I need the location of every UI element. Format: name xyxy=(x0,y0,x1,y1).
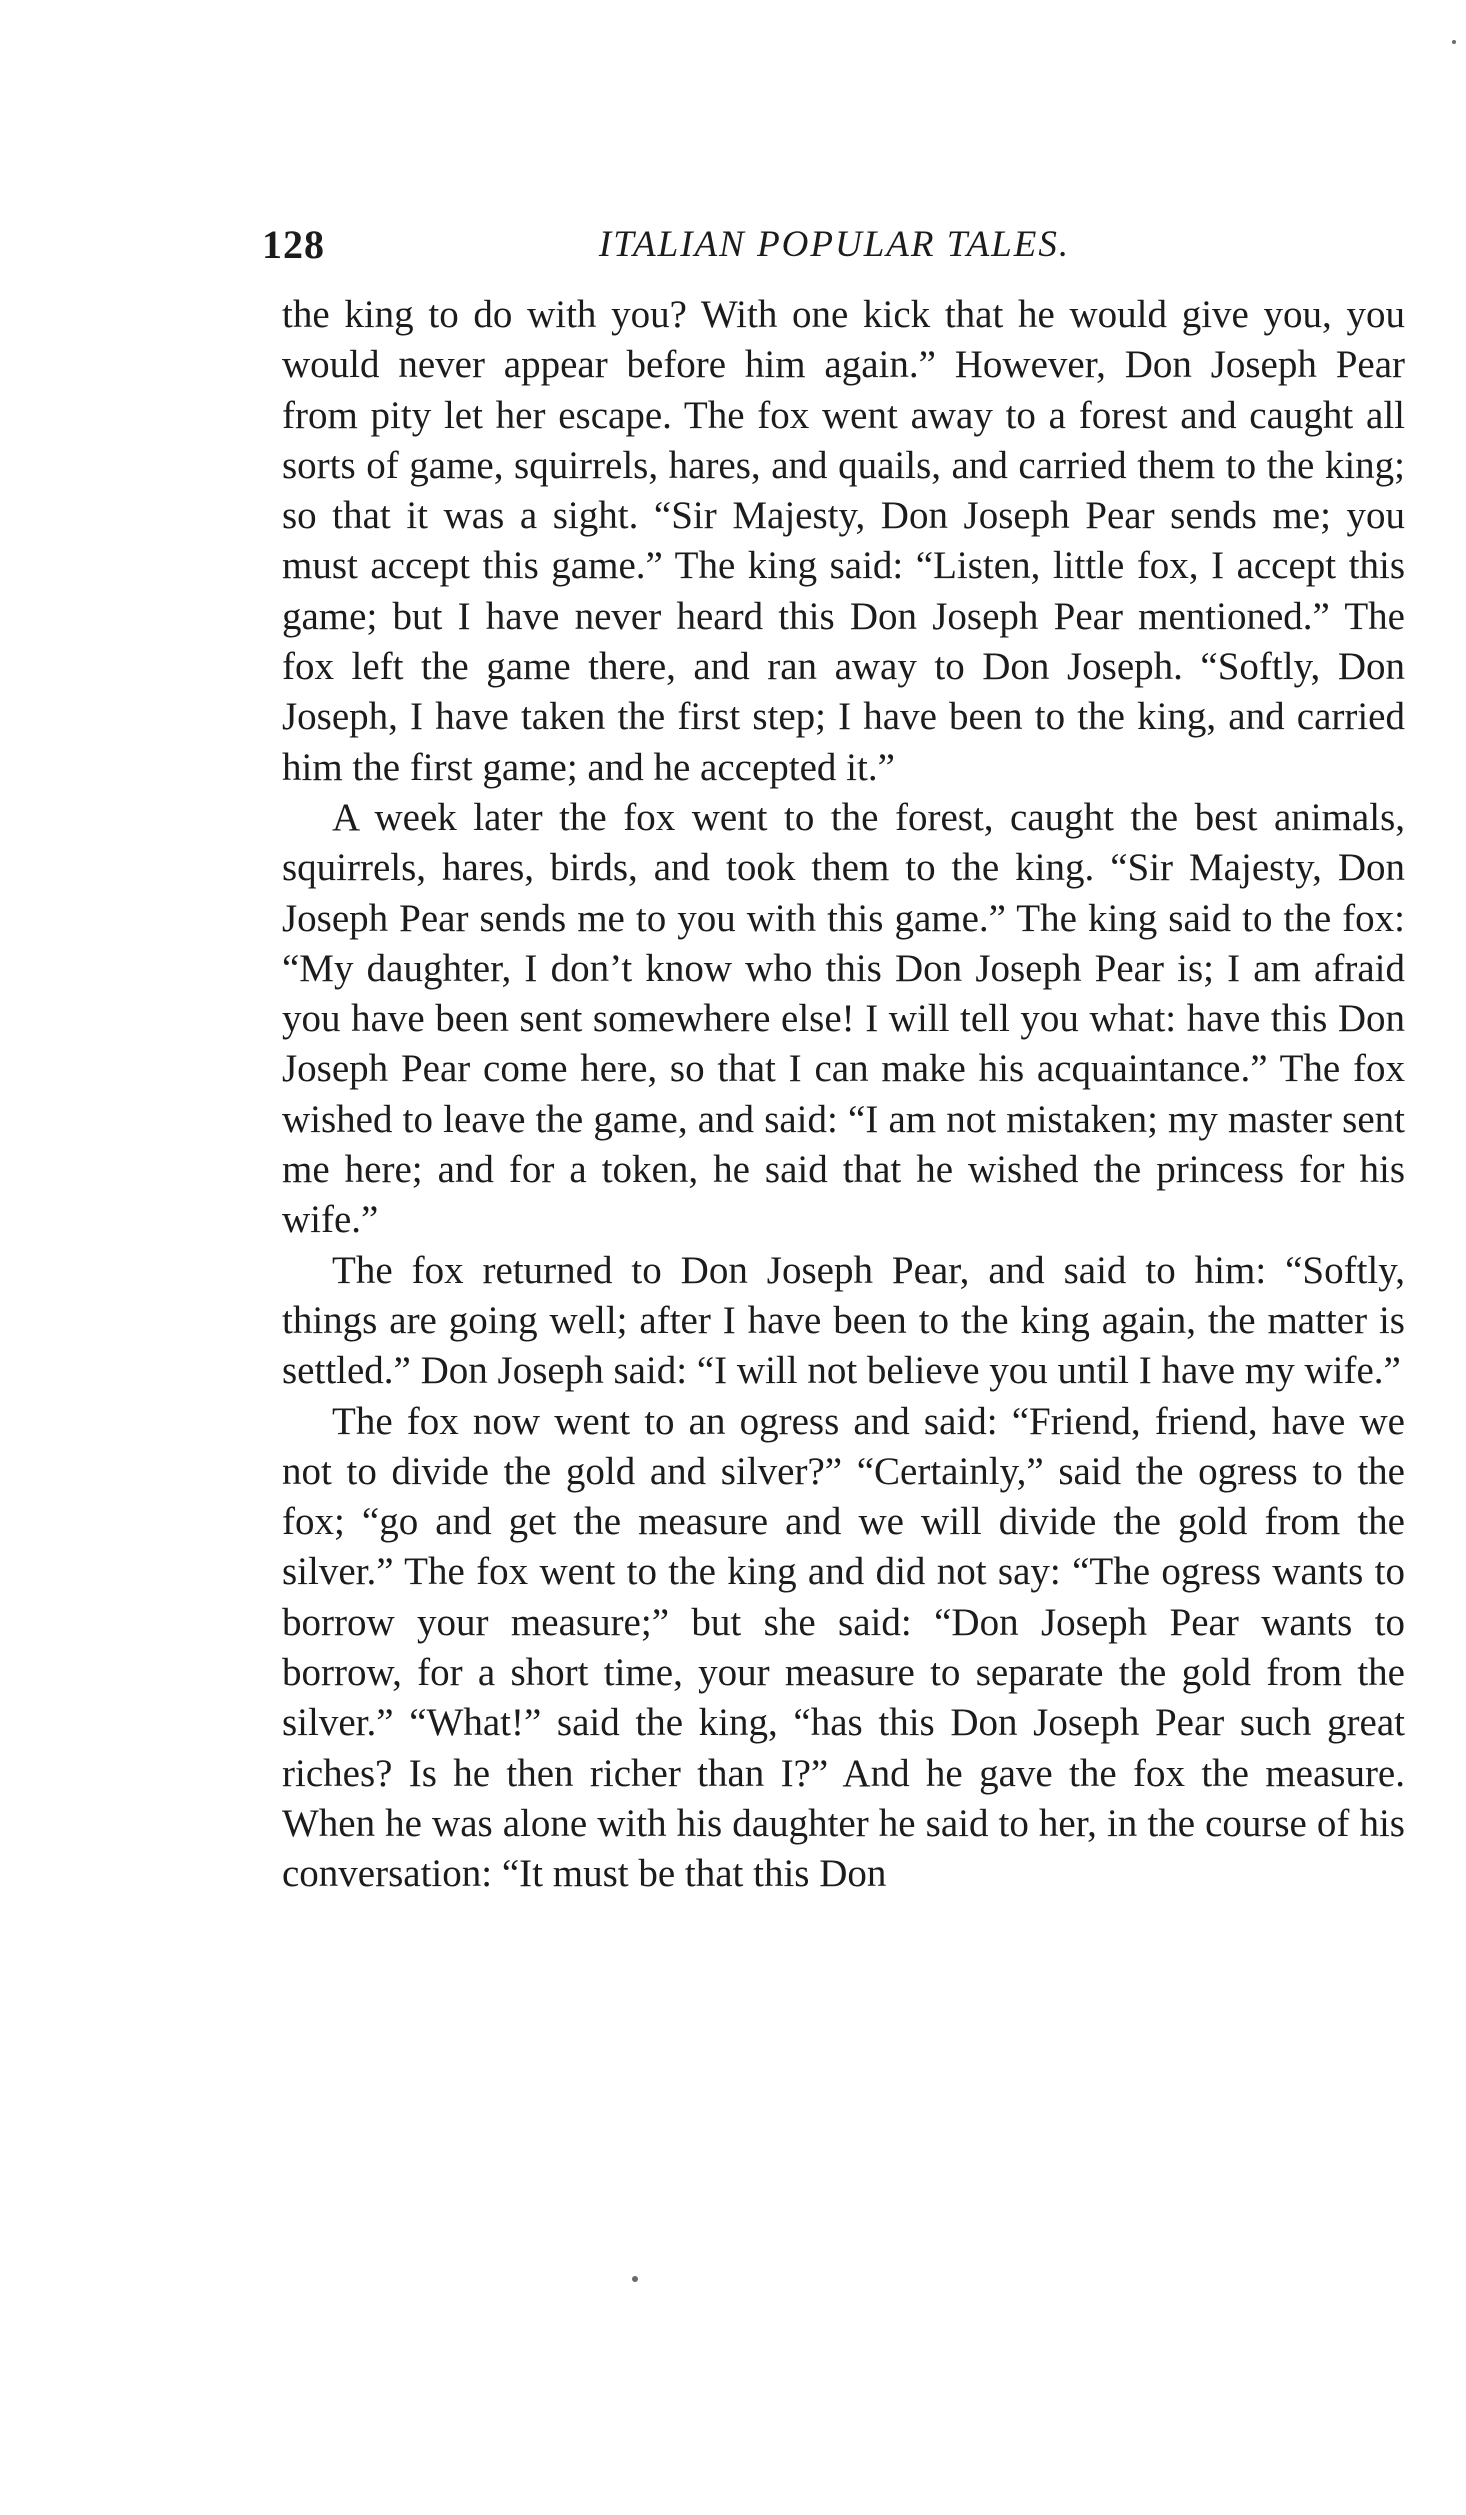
ink-speck xyxy=(1452,40,1456,44)
paragraph-continuation: the king to do with you? With one kick that he would give you, you would never appear before him again.” However, Don Joseph Pear from pity let her escape. The fox went away to a forest and caught all sorts of game, squirrels, hares, and quails, and carried them to the king; so that it was a sight. “Sir Majesty, Don Joseph Pear sends me; you must accept this game.” The king said: “Listen, little fox, I accept this game; but I have never heard this Don Joseph Pear mentioned.” The fox left the game there, and ran away to Don Joseph. “Softly, Don Joseph, I have taken the first step; I have been to the king, and carried him the first game; and he accepted it.” xyxy=(282,293,1405,789)
paragraph: The fox now went to an ogress and said: “Friend, friend, have we not to divide the gold and silver?” “Certainly,” said the ogress to the fox; “go and get the measure and we will divide the gold from the silver.” The fox went to the king and did not say: “The ogress wants to borrow your measure;” but she said: “Don Joseph Pear wants to borrow, for a short time, your measure to separate the gold from the silver.” “What!” said the king, “has this Don Joseph Pear such great riches? Is he then richer than I?” And he gave the fox the measure. When he was alone with his daughter he said to her, in the course of his conversation: “It must be that this Don xyxy=(282,1399,1405,1896)
ink-speck xyxy=(632,2276,638,2282)
page-number: 128 xyxy=(262,222,325,267)
running-title: ITALIAN POPULAR TALES. xyxy=(598,224,1071,265)
page-header xyxy=(262,218,1407,272)
paragraph: A week later the fox went to the forest, caught the best animals, squirrels, hares, birds, and took them to the king. “Sir Majesty, Don Joseph Pear sends me to you with this game.” The king said to the fox: “My daughter, I don’t know who this Don Joseph Pear is; I am afraid you have been sent somewhere else! I will tell you what: have this Don Joseph Pear come here, so that I can make his acquaintance.” The fox wished to leave the game, and said: “I am not mistaken; my master sent me here; and for a token, he said that he wished the princess for his wife.” xyxy=(282,795,1405,1242)
body-text xyxy=(282,290,1405,1900)
paragraph: The fox returned to Don Joseph Pear, and said to him: “Softly, things are going well; after I have been to the king again, the matter is settled.” Don Joseph said: “I will not believe you until I have my wife.” xyxy=(282,1248,1405,1393)
